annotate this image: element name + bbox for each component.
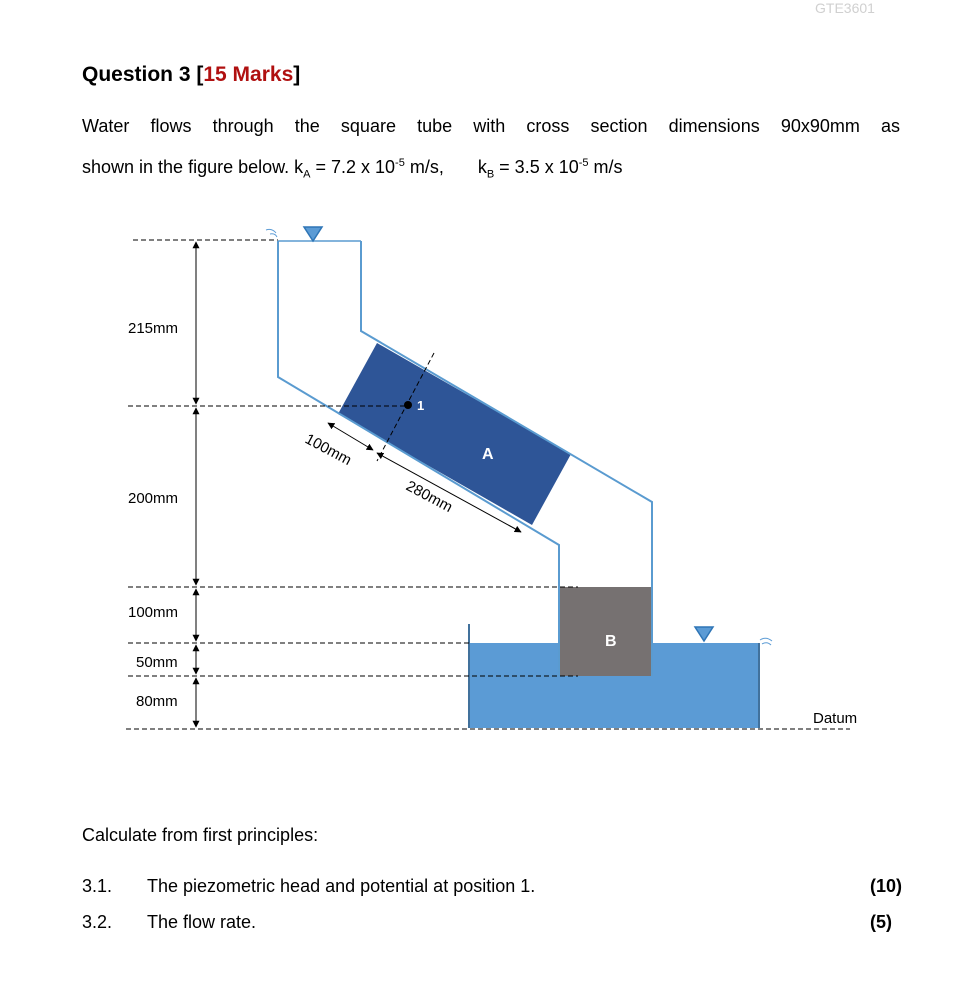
task-3-1: 3.1. The piezometric head and potential at position 1. (10) <box>82 876 902 896</box>
question-title: Question 3 [15 Marks] <box>82 63 301 86</box>
dim-100: 100mm <box>128 604 179 621</box>
dim-50: 50mm <box>136 654 178 671</box>
point-1-label: 1 <box>417 398 425 413</box>
question-marks: 15 Marks <box>203 63 294 86</box>
task-3-2: 3.2. The flow rate. (5) <box>82 912 892 932</box>
dim-200: 200mm <box>128 490 179 507</box>
task-3-2-marks: (5) <box>870 912 892 932</box>
water-level-top-icon <box>304 227 322 241</box>
slope-dim-280: 280mm <box>403 477 456 517</box>
intro-line-1: Water flows through the square tube with cross section dimensions 90x90mm as <box>82 116 900 136</box>
task-3-1-marks: (10) <box>869 876 902 896</box>
datum-label: Datum <box>813 710 858 727</box>
dim-80: 80mm <box>136 693 178 710</box>
dim-215: 215mm <box>128 320 179 337</box>
slope-dim-100: 100mm <box>302 430 355 470</box>
calc-intro: Calculate from first principles: <box>82 825 319 845</box>
soil-a-label: A <box>482 446 494 463</box>
point-1-marker <box>404 401 412 409</box>
soil-b-label: B <box>605 633 617 650</box>
soil-b-block <box>560 587 652 676</box>
water-level-reservoir-icon <box>695 627 713 641</box>
intro-line-2: shown in the figure below. $k_A = 7.2$ x $10^{-5}$ m/s, $k_B = 3.5$ x $10^{-5}$ m/s <box>82 157 623 181</box>
document-code: GTE3601 <box>815 0 875 16</box>
